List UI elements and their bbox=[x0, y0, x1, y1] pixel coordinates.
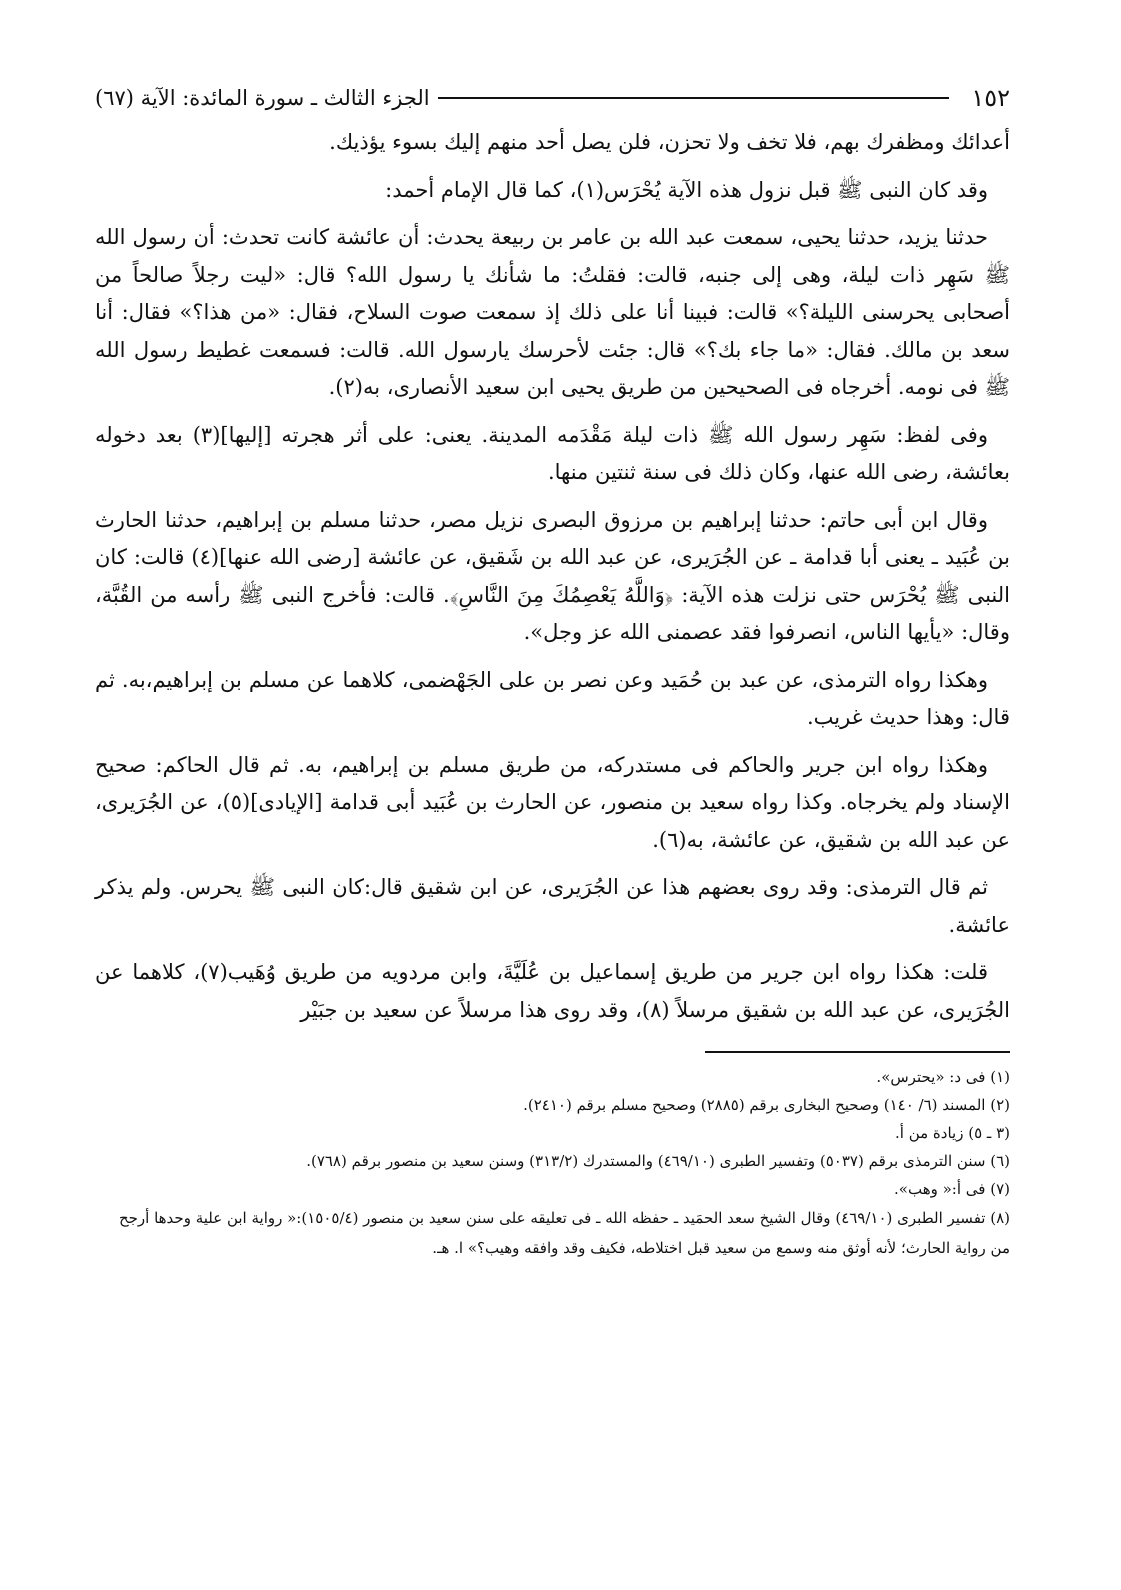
footnote: (١) فى د: «يحترس». bbox=[876, 1068, 1010, 1086]
paragraph: أعدائك ومظفرك بهم، فلا تخف ولا تحزن، فلن يصل أحد منهم إليك بسوء يؤذيك. bbox=[329, 130, 1010, 154]
paragraph: قلت: هكذا رواه ابن جرير من طريق إسماعيل بن عُلَيَّةَ، وابن مردويه من طريق وُهَيب(٧)، كلاهما عن الجُرَيرى، عن عبد الله بن شقيق مرسلاً (٨)، وقد روى هذا مرسلاً عن سعيد بن جبَيْر bbox=[95, 960, 1010, 1022]
footnote: (٢) المسند (٦/ ١٤٠) وصحيح البخارى برقم (٢٨٨٥) وصحيح مسلم برقم (٢٤١٠). bbox=[523, 1096, 1010, 1114]
footnote: (٣ ـ ٥) زيادة من أ. bbox=[895, 1124, 1010, 1142]
header-rule bbox=[438, 97, 950, 99]
footnote: (٧) فى أ:« وهب». bbox=[894, 1180, 1010, 1198]
footnotes bbox=[95, 1063, 1010, 1263]
page-header bbox=[95, 78, 1010, 118]
footnote-rule bbox=[705, 1051, 1010, 1053]
footnote: (٦) سنن الترمذى برقم (٥٠٣٧) وتفسير الطبرى (٤٦٩/١٠) والمستدرك (٣١٣/٢) وسنن سعيد بن منصور برقم (٧٦٨). bbox=[306, 1152, 1010, 1170]
book-page bbox=[95, 78, 1010, 1548]
main-text bbox=[95, 124, 1010, 1029]
paragraph: وفى لفظ: سَهِر رسول الله ﷺ ذات ليلة مَقْدَمه المدينة. يعنى: على أثر هجرته [إليها](٣) بعد دخوله بعائشة، رضى الله عنها، وكان ذلك فى سنة ثنتين منها. bbox=[95, 422, 1010, 484]
paragraph: وهكذا رواه ابن جرير والحاكم فى مستدركه، من طريق مسلم بن إبراهيم، به. ثم قال الحاكم: صحيح الإسناد ولم يخرجاه. وكذا رواه سعيد بن منصور، عن الحارث بن عُبَيد أبى قدامة [الإيادى](٥)، عن الجُرَيرى، عن عبد الله بن شقيق، عن عائشة، به(٦). bbox=[95, 752, 1010, 852]
paragraph: وقال ابن أبى حاتم: حدثنا إبراهيم بن مرزوق البصرى نزيل مصر، حدثنا مسلم بن إبراهيم، حدثنا الحارث بن عُبَيد ـ يعنى أبا قدامة ـ عن الجُرَيرى، عن عبد الله بن شَقيق، عن عائشة [رضى الله عنها](٤) قالت: كان النبى ﷺ يُحْرَس حتى نزلت هذه الآية: ﴿وَاللَّهُ يَعْصِمُكَ مِنَ النَّاسِ﴾. قالت: فأخرج النبى ﷺ رأسه من القُبَّة، وقال: «يأيها الناس، انصرفوا فقد عصمنى الله عز وجل». bbox=[95, 507, 1010, 644]
footnote: (٨) تفسير الطبرى (٤٦٩/١٠) وقال الشيخ سعد الحمَيد ـ حفظه الله ـ فى تعليقه على سنن سعيد بن منصور (١٥٠٥/٤):« رواية ابن علية وحدها أرجح من رواية الحارث؛ لأنه أوثق منه وسمع من سعيد قبل اختلاطه، فكيف وقد وافقه وهيب؟» ا. هـ. bbox=[118, 1209, 1010, 1257]
page-number: ١٥٢ bbox=[971, 84, 1010, 112]
paragraph: ثم قال الترمذى: وقد روى بعضهم هذا عن الجُرَيرى، عن ابن شقيق قال:كان النبى ﷺ يحرس. ولم يذكر عائشة. bbox=[95, 875, 1010, 937]
paragraph: وقد كان النبى ﷺ قبل نزول هذه الآية يُحْرَس(١)، كما قال الإمام أحمد: bbox=[385, 177, 988, 202]
running-title: الجزء الثالث ـ سورة المائدة: الآية (٦٧) bbox=[95, 86, 430, 110]
paragraph: حدثنا يزيد، حدثنا يحيى، سمعت عبد الله بن عامر بن ربيعة يحدث: أن عائشة كانت تحدث: أن رسول الله ﷺ سَهِر ذات ليلة، وهى إلى جنبه، قالت: فقلتُ: ما شأنك يا رسول الله؟ قال: «ليت رجلاً صالحاً من أصحابى يحرسنى الليلة؟» قالت: فبينا أنا على ذلك إذ سمعت صوت السلاح، فقال: «من هذا؟» فقال: أنا سعد بن مالك. فقال: «ما جاء بك؟» قال: جئت لأحرسك يارسول الله. قالت: فسمعت غطيط رسول الله ﷺ فى نومه. أخرجاه فى الصحيحين من طريق يحيى ابن سعيد الأنصارى، به(٢). bbox=[95, 225, 1010, 399]
paragraph: وهكذا رواه الترمذى، عن عبد بن حُمَيد وعن نصر بن على الجَهْضمى، كلاهما عن مسلم بن إبراهيم،به. ثم قال: وهذا حديث غريب. bbox=[95, 667, 1010, 729]
